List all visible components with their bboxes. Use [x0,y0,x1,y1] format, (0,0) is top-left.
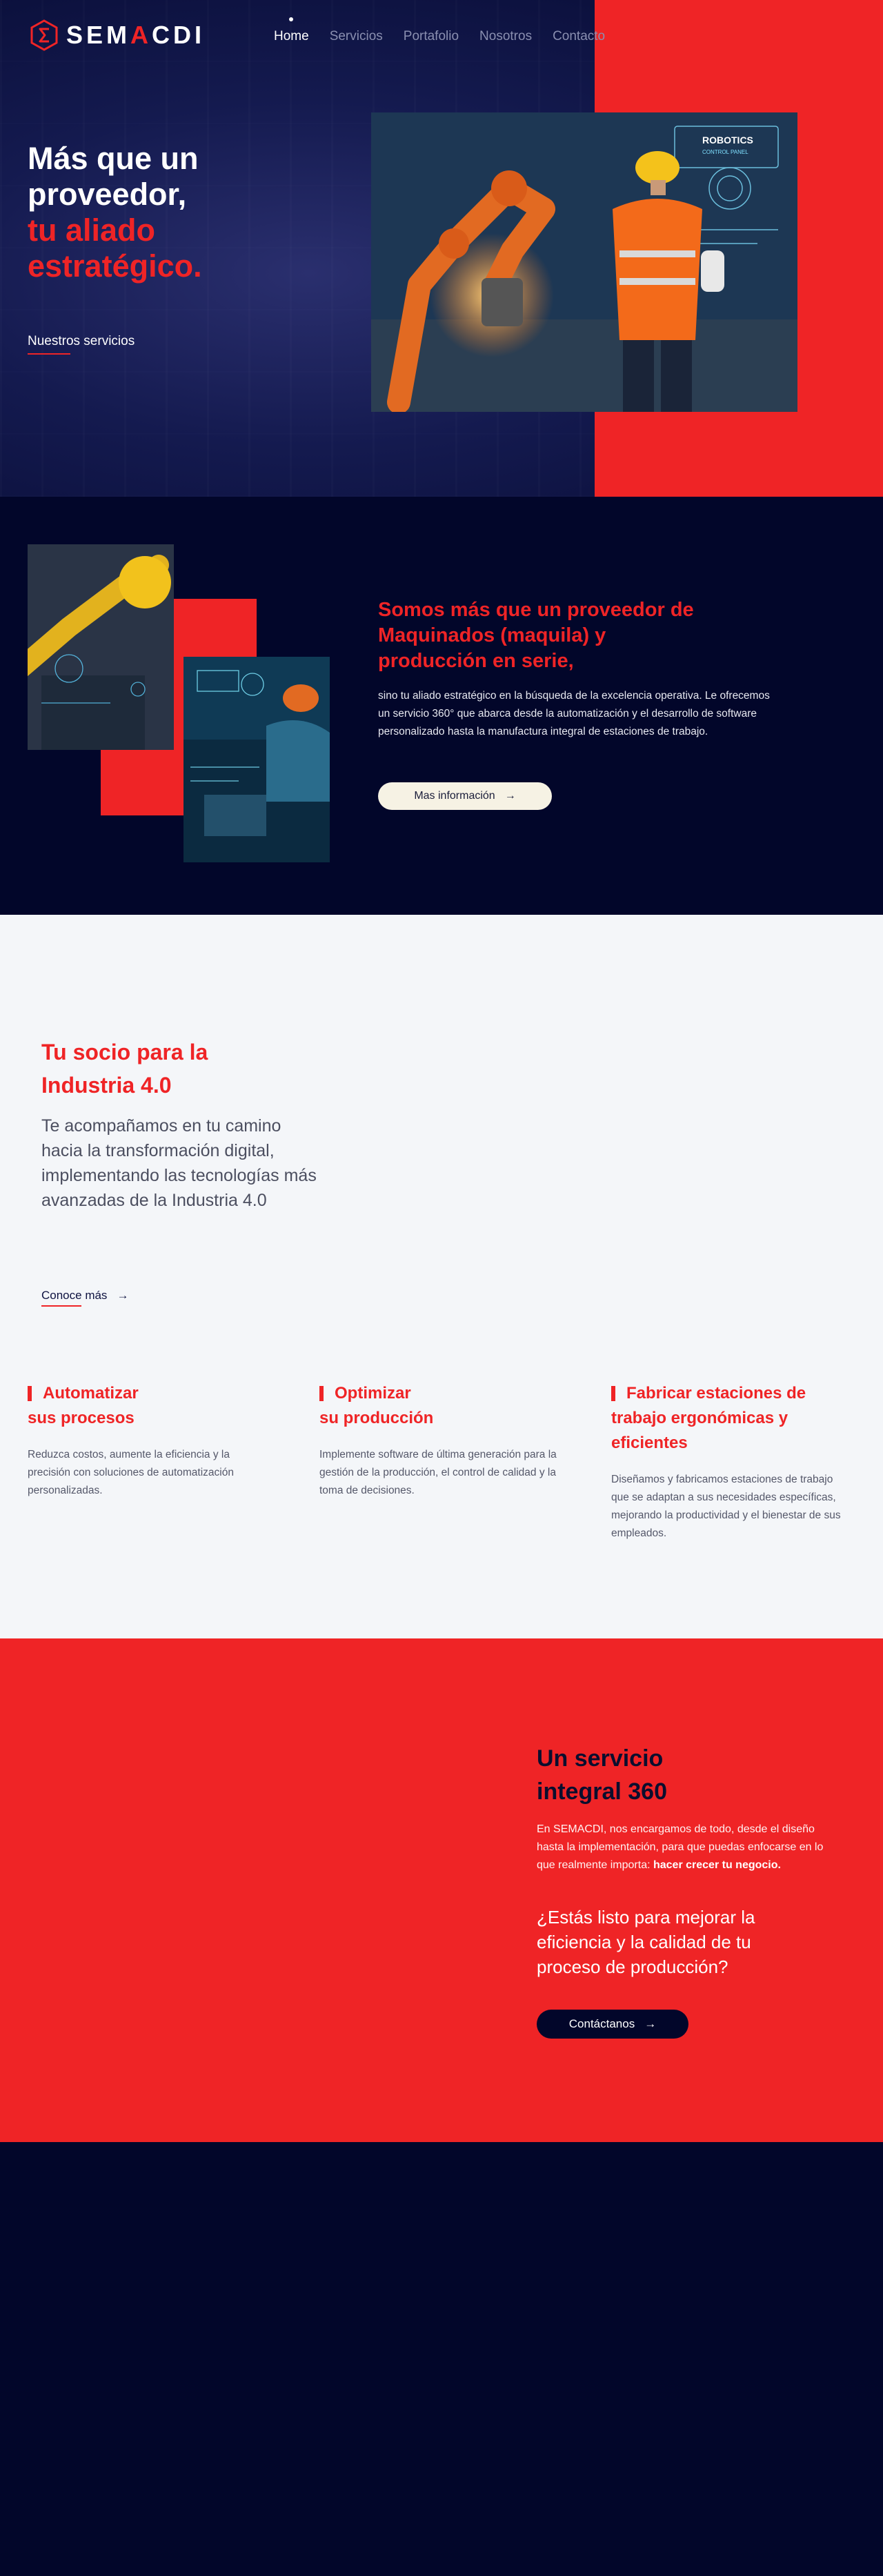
footer-section [0,2142,883,2576]
active-indicator-dot [289,17,293,21]
feature-workstations [611,1381,853,1543]
hero-title-line-1: Más que un [28,141,199,176]
nav-item-nosotros[interactable]: Nosotros [479,29,533,43]
nav-item-portafolio[interactable]: Portafolio [403,29,459,43]
industry-title: Tu socio para la Industria 4.0 [41,1040,208,1098]
about-heading: Somos más que un proveedor de Maquinados (maquila) y producción en serie, [378,599,694,672]
services-link[interactable]: Nuestros servicios [28,334,135,355]
robotics-illustration [371,112,797,412]
service-description-text: En SEMACDI, nos encargamos de todo, desde el diseño hasta la implementación, para que puedas enfocarse en lo que realmente importa: [537,1823,824,1871]
service-description [537,1821,826,1874]
about-section [0,497,883,915]
hero-title-line-3: tu aliado [28,212,156,248]
service-description-bold: hacer crecer tu negocio. [653,1859,781,1871]
main-menu [274,29,605,44]
nav-item-servicios[interactable]: Servicios [329,29,383,43]
industry-section [0,915,883,1638]
contact-button[interactable] [537,2010,688,2039]
service-question: ¿Estás listo para mejorar la eficiencia y la calidad de tu proceso de producción? [537,1907,755,1977]
feature-automate-title-line-2: sus procesos [28,1409,135,1427]
hero-title [28,141,202,284]
robotics-tag: ROBOTICS [702,135,753,146]
service-title-line-2: integral 360 [537,1779,667,1805]
feature-optimize-title-line-2: su producción [319,1409,434,1427]
logo-text-right: CDI [152,21,206,49]
feature-workstations-text: Diseñamos y fabricamos estaciones de trabajo que se adaptan a sus necesidades específicas, mejorando la productividad y el bienestar de sus empleados. [611,1474,841,1539]
feature-optimize-title [319,1381,561,1431]
feature-workstations-title-line-2: trabajo ergonómicas y [611,1409,788,1427]
more-info-button-label: Mas información [414,790,495,802]
service-title-line-1: Un servicio [537,1745,664,1772]
feature-workstations-title-line-3: eficientes [611,1434,688,1452]
nav-item-home[interactable] [274,29,309,44]
logo-text-accent: A [130,21,152,49]
feature-automate [28,1381,269,1500]
logo-hexagon-icon [30,19,58,51]
robotics-hero-image [371,112,797,412]
logo-text-left: SEM [66,21,131,49]
top-navigation [0,0,883,69]
hero-section [0,0,883,497]
arrow-right-icon: → [117,1289,129,1302]
about-description: sino tu aliado estratégico en la búsqueda de la excelencia operativa. Le ofrecemos un servicio 360° que abarca desde la automatización y el desarrollo de software personalizado hasta la manufactura integral de estaciones de trabajo. [378,690,770,737]
robot-arm-image [28,544,174,750]
more-info-button[interactable] [378,782,552,810]
service-title [537,1742,744,1808]
feature-optimize-title-line-1: Optimizar [335,1384,411,1403]
feature-optimize [319,1381,561,1500]
arrow-right-icon: → [504,790,516,802]
feature-workstations-title-line-1: Fabricar estaciones de [626,1384,806,1403]
feature-automate-text: Reduzca costos, aumente la eficiencia y la precisión con soluciones de automatización personalizadas. [28,1449,234,1496]
feature-automate-title-line-1: Automatizar [43,1384,139,1403]
hero-title-line-2: proveedor, [28,177,187,212]
learn-more-link[interactable] [41,1289,128,1307]
industry-description: Te acompañamos en tu camino hacia la transformación digital, implementando las tecnologías más avanzadas de la Industria 4.0 [41,1116,317,1210]
learn-more-label: Conoce más [41,1289,108,1302]
semacdi-logo[interactable] [30,19,205,51]
contact-button-label: Contáctanos [568,2017,635,2030]
factory-workers-illustration [183,657,330,862]
hero-title-line-4: estratégico. [28,248,202,284]
robotics-subtag: CONTROL PANEL [702,149,748,155]
factory-workers-image [183,657,330,862]
service-section [0,1638,883,2142]
nav-item-contacto[interactable]: Contacto [553,29,606,43]
feature-optimize-text: Implemente software de última generación para la gestión de la producción, el control de calidad y la toma de decisiones. [319,1449,557,1496]
logo-wordmark [66,21,205,50]
feature-automate-title [28,1381,269,1431]
arrow-right-icon: → [644,2017,657,2030]
robot-arm-illustration [28,544,174,750]
nav-item-home-label: Home [274,29,309,43]
feature-workstations-title [611,1381,853,1456]
